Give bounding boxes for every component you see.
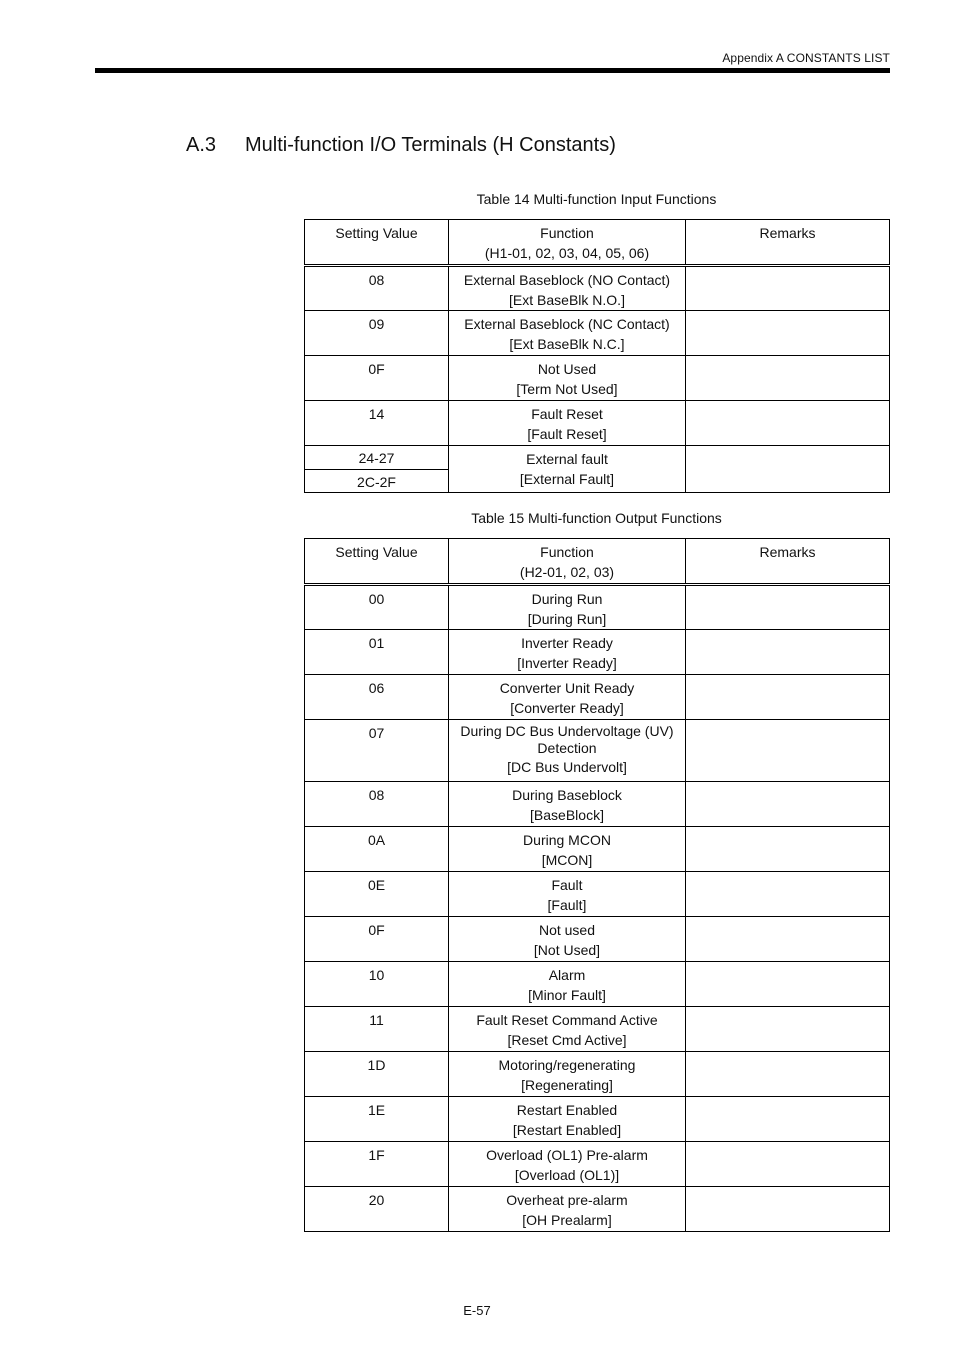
setting-value-cell: [305, 446, 449, 493]
table-row: [305, 1052, 890, 1097]
table-row: [305, 356, 890, 401]
function-name: During Run: [531, 591, 603, 607]
function-cell: [449, 962, 686, 1007]
setting-value-cell: 14: [305, 401, 449, 446]
setting-value-cell: 10: [305, 962, 449, 1007]
remarks-cell: [686, 1187, 890, 1232]
function-display-name: [Fault Reset]: [527, 426, 607, 442]
function-name: Converter Unit Ready: [499, 680, 635, 696]
function-name: Fault Reset: [531, 406, 603, 422]
section-title: [186, 134, 616, 157]
table-row: [305, 266, 890, 311]
function-name: External Baseblock (NO Contact): [463, 272, 671, 288]
table-15-output-functions: [304, 538, 890, 1232]
function-cell: [449, 446, 686, 493]
function-name: Overload (OL1) Pre-alarm: [486, 1147, 648, 1163]
function-display-name: [Ext BaseBlk N.C.]: [509, 336, 625, 352]
remarks-cell: [686, 675, 890, 720]
function-name: Fault Reset Command Active: [476, 1012, 658, 1028]
table-row: [305, 1007, 890, 1052]
function-name: Motoring/regenerating: [498, 1057, 636, 1073]
setting-value-cell: 01: [305, 630, 449, 675]
function-display-name: [Overload (OL1)]: [514, 1167, 620, 1183]
header-function-params: (H2-01, 02, 03): [519, 564, 615, 580]
running-header: Appendix A CONSTANTS LIST: [722, 51, 890, 65]
function-cell: [449, 917, 686, 962]
table-header-row: [305, 539, 890, 585]
section-title-text: Multi-function I/O Terminals (H Constants): [245, 134, 616, 156]
table-header-row: [305, 220, 890, 266]
function-name: Not Used: [537, 361, 597, 377]
function-display-name: [Regenerating]: [521, 1077, 613, 1093]
table-row: [305, 1142, 890, 1187]
remarks-cell: [686, 356, 890, 401]
function-cell: [449, 266, 686, 311]
remarks-cell: [686, 827, 890, 872]
function-display-name: [Converter Ready]: [510, 700, 624, 716]
function-cell: [449, 720, 686, 782]
table-row: [305, 311, 890, 356]
function-cell: [449, 1187, 686, 1232]
setting-value-cell: 0A: [305, 827, 449, 872]
function-name: Inverter Ready: [521, 635, 613, 651]
table-row: [305, 1097, 890, 1142]
remarks-cell: [686, 311, 890, 356]
function-cell: [449, 827, 686, 872]
function-display-name: [Not Used]: [533, 942, 601, 958]
header-function-label: Function: [540, 225, 594, 241]
header-function-params: (H1-01, 02, 03, 04, 05, 06): [484, 245, 650, 261]
setting-value-cell: 1F: [305, 1142, 449, 1187]
setting-value-range-2: 2C-2F: [357, 474, 396, 490]
setting-value-cell: 11: [305, 1007, 449, 1052]
setting-value-range-1: 24-27: [305, 446, 448, 470]
page-number: E-57: [463, 1303, 491, 1318]
function-name: During Baseblock: [512, 787, 622, 803]
function-display-name: [During Run]: [527, 611, 607, 627]
setting-value-cell: 08: [305, 266, 449, 311]
function-display-name: [Term Not Used]: [516, 381, 618, 397]
function-display-name: [Ext BaseBlk N.O.]: [509, 292, 625, 308]
header-rule: [95, 68, 890, 73]
setting-value-cell: 0E: [305, 872, 449, 917]
function-display-name: [Inverter Ready]: [517, 655, 617, 671]
remarks-cell: [686, 1052, 890, 1097]
setting-value-cell: 07: [305, 720, 449, 782]
function-cell: [449, 1097, 686, 1142]
table-row: [305, 962, 890, 1007]
table-14-caption: Table 14 Multi-function Input Functions: [476, 191, 717, 207]
function-cell: [449, 585, 686, 630]
table-row: [305, 720, 890, 782]
function-cell: [449, 1007, 686, 1052]
setting-value-cell: 20: [305, 1187, 449, 1232]
header-function-label: Function: [540, 544, 594, 560]
function-name: During DC Bus Undervoltage (UV): [460, 723, 674, 739]
function-display-name: [DC Bus Undervolt]: [507, 759, 627, 775]
function-cell: [449, 311, 686, 356]
setting-value-cell: 1E: [305, 1097, 449, 1142]
remarks-cell: [686, 782, 890, 827]
function-cell: [449, 356, 686, 401]
function-name-continued: Detection: [537, 740, 597, 756]
remarks-cell: [686, 720, 890, 782]
table-row: [305, 827, 890, 872]
function-cell: [449, 630, 686, 675]
function-name: External fault: [526, 451, 608, 467]
function-display-name: [Restart Enabled]: [512, 1122, 622, 1138]
setting-value-cell: 09: [305, 311, 449, 356]
header-function: [449, 539, 686, 585]
header-remarks: Remarks: [686, 220, 890, 266]
remarks-cell: [686, 266, 890, 311]
function-name: Not used: [538, 922, 596, 938]
remarks-cell: [686, 1097, 890, 1142]
remarks-cell: [686, 446, 890, 493]
table-row: [305, 782, 890, 827]
remarks-cell: [686, 962, 890, 1007]
function-display-name: [External Fault]: [519, 471, 615, 487]
setting-value-cell: 06: [305, 675, 449, 720]
table-14-input-functions: [304, 219, 890, 493]
setting-value-cell: 00: [305, 585, 449, 630]
remarks-cell: [686, 585, 890, 630]
function-display-name: [MCON]: [541, 852, 593, 868]
table-row: [305, 401, 890, 446]
remarks-cell: [686, 401, 890, 446]
setting-value-cell: 1D: [305, 1052, 449, 1097]
function-cell: [449, 1142, 686, 1187]
remarks-cell: [686, 630, 890, 675]
remarks-cell: [686, 917, 890, 962]
table-row: [305, 917, 890, 962]
function-cell: [449, 401, 686, 446]
table-row: [305, 872, 890, 917]
table-row: [305, 446, 890, 493]
function-name: Alarm: [548, 967, 586, 983]
function-display-name: [BaseBlock]: [530, 807, 604, 823]
function-display-name: [Reset Cmd Active]: [507, 1032, 627, 1048]
header-function: [449, 220, 686, 266]
function-name: Fault: [551, 877, 583, 893]
table-row: [305, 585, 890, 630]
remarks-cell: [686, 872, 890, 917]
function-display-name: [OH Prealarm]: [522, 1212, 612, 1228]
setting-value-cell: 0F: [305, 917, 449, 962]
setting-value-cell: 0F: [305, 356, 449, 401]
table-row: [305, 675, 890, 720]
function-display-name: [Fault]: [547, 897, 587, 913]
function-cell: [449, 782, 686, 827]
function-name: External Baseblock (NC Contact): [464, 316, 670, 332]
header-remarks: Remarks: [686, 539, 890, 585]
table-row: [305, 630, 890, 675]
remarks-cell: [686, 1142, 890, 1187]
table-row: [305, 1187, 890, 1232]
function-name: Overheat pre-alarm: [506, 1192, 628, 1208]
function-display-name: [Minor Fault]: [528, 987, 606, 1003]
function-cell: [449, 872, 686, 917]
section-number: A.3: [186, 134, 217, 156]
table-15-caption: Table 15 Multi-function Output Functions: [471, 510, 722, 526]
remarks-cell: [686, 1007, 890, 1052]
function-name: During MCON: [523, 832, 611, 848]
function-name: Restart Enabled: [516, 1102, 618, 1118]
setting-value-cell: 08: [305, 782, 449, 827]
header-setting-value: Setting Value: [305, 220, 449, 266]
header-setting-value: Setting Value: [305, 539, 449, 585]
function-cell: [449, 1052, 686, 1097]
function-cell: [449, 675, 686, 720]
